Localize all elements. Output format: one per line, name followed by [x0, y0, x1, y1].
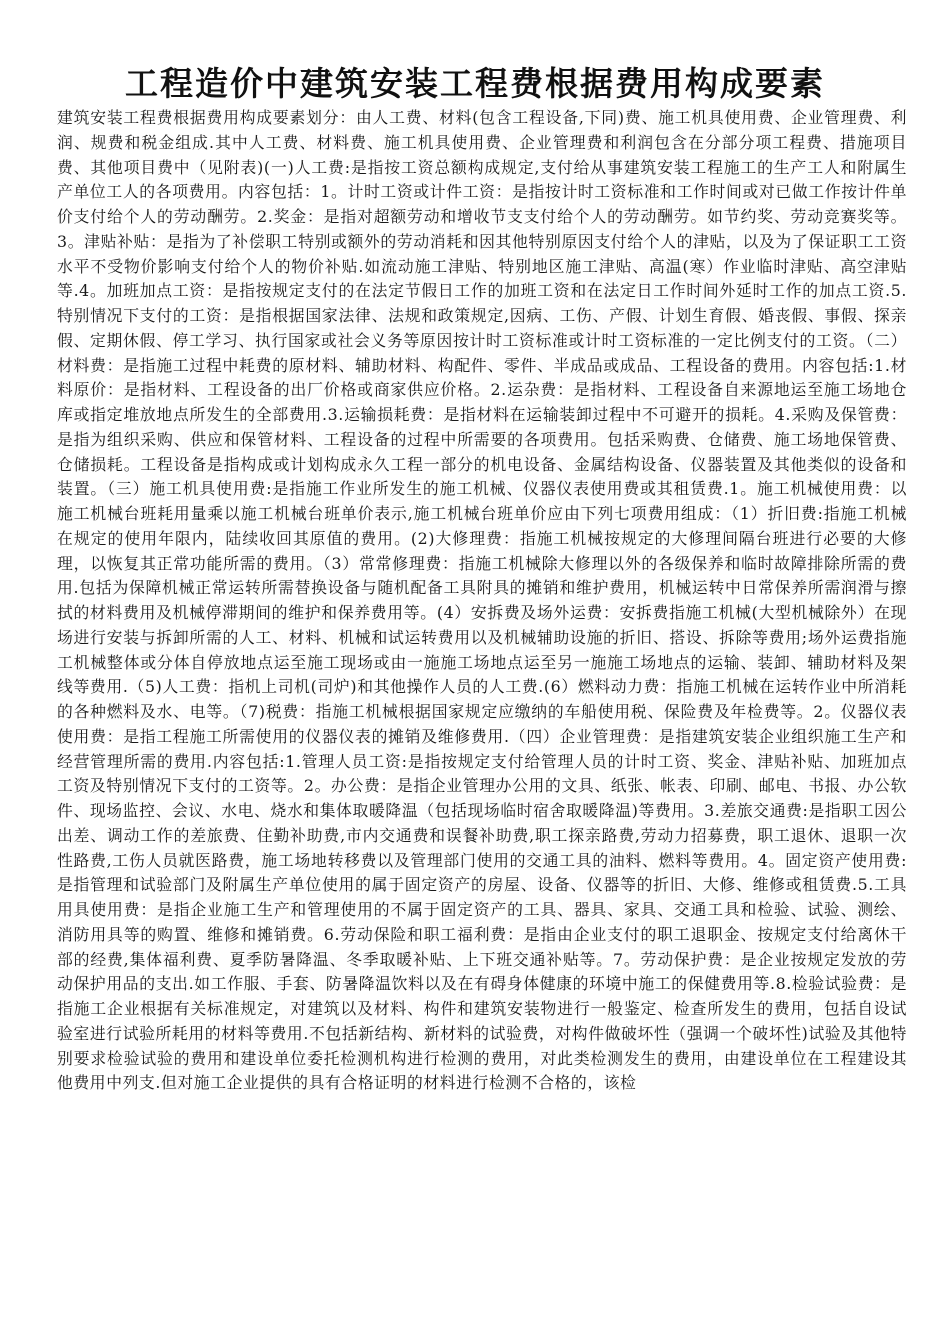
- document-body-text: 建筑安装工程费根据费用构成要素划分：由人工费、材料(包含工程设备,下同)费、施工机具使用费、企业管理费、利润、规费和税金组成.其中人工费、材料费、施工机具使用费、企业管理费和利润包含在分部分项工程费、措施项目费、其他项目费中（见附表)(一)人工费:是指按工资总额构成规定,支付给从事建筑安装工程施工的生产工人和附属生产单位工人的各项费用。内容包括：1。计时工资或计件工资：是指按计时工资标准和工作时间或对已做工作按计件单价支付给个人的劳动酬劳。2.奖金：是指对超额劳动和增收节支支付给个人的劳动酬劳。如节约奖、劳动竞赛奖等。3。津贴补贴：是指为了补偿职工特别或额外的劳动消耗和因其他特别原因支付给个人的津贴，以及为了保证职工工资水平不受物价影响支付给个人的物价补贴.如流动施工津贴、特别地区施工津贴、高温(寒）作业临时津贴、高空津贴等.4。加班加点工资：是指按规定支付的在法定节假日工作的加班工资和在法定日工作时间外延时工作的加点工资.5.特别情况下支付的工资：是指根据国家法律、法规和政策规定,因病、工伤、产假、计划生育假、婚丧假、事假、探亲假、定期休假、停工学习、执行国家或社会义务等原因按计时工资标准或计时工资标准的一定比例支付的工资。（二）材料费：是指施工过程中耗费的原材料、辅助材料、构配件、零件、半成品或成品、工程设备的费用。内容包括:1.材料原价：是指材料、工程设备的出厂价格或商家供应价格。2.运杂费：是指材料、工程设备自来源地运至施工场地仓库或指定堆放地点所发生的全部费用.3.运输损耗费：是指材料在运输装卸过程中不可避开的损耗。4.采购及保管费：是指为组织采购、供应和保管材料、工程设备的过程中所需要的各项费用。包括采购费、仓储费、施工场地保管费、仓储损耗。工程设备是指构成或计划构成永久工程一部分的机电设备、金属结构设备、仪器装置及其他类似的设备和装置。（三）施工机具使用费:是指施工作业所发生的施工机械、仪器仪表使用费或其租赁费.1。施工机械使用费：以施工机械台班耗用量乘以施工机械台班单价表示,施工机械台班单价应由下列七项费用组成：（1）折旧费:指施工机械在规定的使用年限内，陆续收回其原值的费用。(2)大修理费：指施工机械按规定的大修理间隔台班进行必要的大修理，以恢复其正常功能所需的费用。（3）常常修理费：指施工机械除大修理以外的各级保养和临时故障排除所需的费用.包括为保障机械正常运转所需替换设备与随机配备工具附具的摊销和维护费用，机械运转中日常保养所需润滑与擦拭的材料费用及机械停滞期间的维护和保养费用等。(4）安拆费及场外运费：安拆费指施工机械(大型机械除外）在现场进行安装与拆卸所需的人工、材料、机械和试运转费用以及机械辅助设施的折旧、搭设、拆除等费用;场外运费指施工机械整体或分体自停放地点运至施工现场或由一施施工场地点运至另一施施工场地点的运输、装卸、辅助材料及架线等费用.（5)人工费：指机上司机(司炉)和其他操作人员的人工费.(6）燃料动力费：指施工机械在运转作业中所消耗的各种燃料及水、电等。（7)税费：指施工机械根据国家规定应缴纳的车船使用税、保险费及年检费等。2。仪器仪表使用费：是指工程施工所需使用的仪器仪表的摊销及维修费用.（四）企业管理费：是指建筑安装企业组织施工生产和经营管理所需的费用.内容包括:1.管理人员工资:是指按规定支付给管理人员的计时工资、奖金、津贴补贴、加班加点工资及特别情况下支付的工资等。2。办公费：是指企业管理办公用的文具、纸张、帐表、印刷、邮电、书报、办公软件、现场监控、会议、水电、烧水和集体取暖降温（包括现场临时宿舍取暖降温)等费用。3.差旅交通费:是指职工因公出差、调动工作的差旅费、住勤补助费,市内交通费和误餐补助费,职工探亲路费,劳动力招募费，职工退休、退职一次性路费,工伤人员就医路费，施工场地转移费以及管理部门使用的交通工具的油料、燃料等费用。4。固定资产使用费:是指管理和试验部门及附属生产单位使用的属于固定资产的房屋、设备、仪器等的折旧、大修、维修或租赁费.5.工具用具使用费：是指企业施工生产和管理使用的不属于固定资产的工具、器具、家具、交通工具和检验、试验、测绘、消防用具等的购置、维修和摊销费。6.劳动保险和职工福利费：是指由企业支付的职工退职金、按规定支付给离休干部的经费,集体福利费、夏季防暑降温、冬季取暖补贴、上下班交通补贴等。7。劳动保护费：是企业按规定发放的劳动保护用品的支出.如工作服、手套、防暑降温饮料以及在有碍身体健康的环境中施工的保健费用等.8.检验试验费：是指施工企业根据有关标准规定，对建筑以及材料、构件和建筑安装物进行一般鉴定、检查所发生的费用，包括自设试验室进行试验所耗用的材料等费用.不包括新结构、新材料的试验费，对构件做破坏性（强调一个破坏性)试验及其他特别要求检验试验的费用和建设单位委托检测机构进行检测的费用，对此类检测发生的费用，由建设单位在工程建设其他费用中列支.但对施工企业提供的具有合格证明的材料进行检测不合格的，该检: [57, 108, 907, 1093]
- document-title: 工程造价中建筑安装工程费根据费用构成要素: [125, 64, 825, 103]
